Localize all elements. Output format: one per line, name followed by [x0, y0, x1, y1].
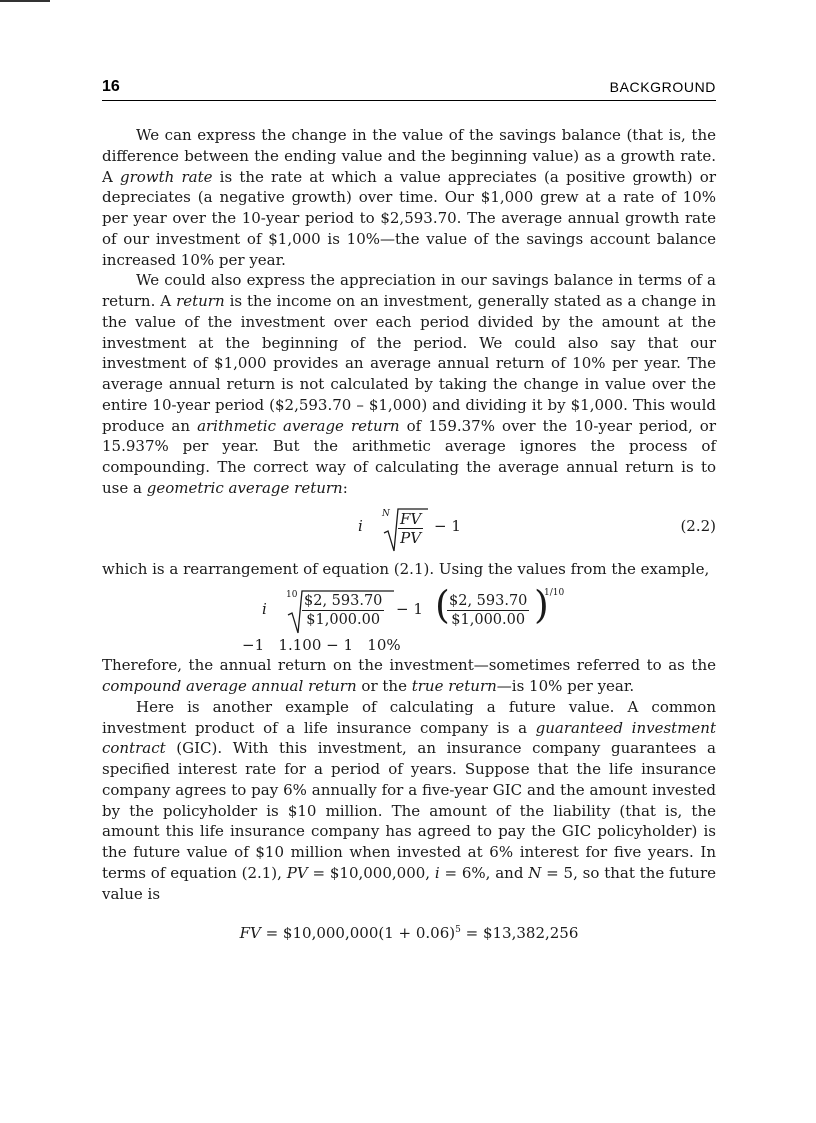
eq-lhs-i: i [358, 516, 363, 535]
example-fraction-2 [447, 592, 529, 629]
crop-mark [0, 0, 50, 2]
eq-root-index: N [382, 508, 390, 519]
term-return: return [176, 292, 225, 310]
paragraph-true-return: Therefore, the annual return on the investment—sometimes referred to as the compound average annual return or the true return—is 10% per year. [102, 656, 716, 695]
term-true-return: true return [411, 677, 497, 695]
eq-fraction [398, 510, 423, 547]
term-growth-rate: growth rate [120, 167, 213, 186]
term-arithmetic-average-return: arithmetic average return [197, 416, 400, 435]
eq-numerator: FV [400, 509, 422, 528]
example-denominator-2: $1,000.00 [451, 612, 526, 629]
equation-example [102, 579, 716, 655]
fv-exponent: 5 [455, 925, 461, 936]
equation-2-2 [102, 499, 716, 559]
paragraph-gic: Here is another example of calculating a future value. A common investment product of a life insurance company is a guaranteed investment contract (GIC). With this investment, an insurance company guarantees a specified interest rate for a period of years. Suppose that the life insurance company agrees to pay 6% annually for a five-year GIC and the amount invested by the policyholder is $10 million. The amount of the liability (that is, the amount this life insurance company has agreed to pay the GIC policyholder) is the future value of $10 million when invested at 6% interest for five years. In terms of equation (2.1), PV = $10,000,000, i = 6%, and N = 5, so that the future value is [102, 697, 716, 903]
fv-symbol: FV [239, 924, 261, 943]
term-compound-average-annual-return: compound average annual return [102, 677, 357, 695]
example-numerator-2: $2, 593.70 [449, 593, 528, 610]
term-geometric-average-return: geometric average return [146, 478, 343, 497]
eq-denominator: PV [400, 528, 422, 547]
page-number: 16 [102, 78, 120, 95]
left-paren: ( [435, 583, 450, 628]
example-minus-one: − 1 [396, 600, 423, 619]
paragraph-growth-rate: We can express the change in the value of the savings balance (that is, the difference between the ending value and the beginning value) as a growth rate. A growth rate is the rate at which a value appreciates (a positive growth) or depreciates (a negative growth) over time. Our $1,000 grew at a rate of 10% per year over the 10-year period to $2,593.70. The average annual growth rate of our investment of $1,000 is 10%—the value of the savings account balance increased 10% per year. [102, 126, 716, 269]
example-exponent: 1/10 [544, 588, 565, 599]
example-result-line: −1 1.100 − 1 10% [242, 636, 401, 655]
example-numerator: $2, 593.70 [304, 593, 383, 610]
example-fraction [302, 592, 384, 629]
example-denominator: $1,000.00 [306, 612, 381, 629]
right-paren: ) [534, 583, 549, 628]
body-text [102, 125, 716, 944]
term-guaranteed-investment-contract: guaranteed investment contract [102, 718, 716, 758]
paragraph-rearrangement: which is a rearrangement of equation (2.1). Using the values from the example, [102, 559, 710, 578]
paragraph-return: We could also express the appreciation in our savings balance in terms of a return. A return is the income on an investment, generally stated as a change in the value of the investment over each period divided by the amount at the investment at the beginning of the period. We could also say that our investment of $1,000 provides an average annual return of 10% per year. The average annual return is not calculated by taking the change in value over the entire 10-year period ($2,593.70 – $1,000) and dividing it by $1,000. This would produce an arithmetic average return of 159.37% over the 10-year period, or 15.937% per year. But the arithmetic average ignores the process of compounding. The correct way of calculating the average annual return is to use a geometric average return: [102, 271, 717, 497]
page-header [102, 78, 716, 101]
running-head: BACKGROUND [609, 79, 716, 95]
example-root-index: 10 [286, 590, 298, 601]
equation-future-value: FV = $10,000,000(1 + 0.06)$^5$ = $13,382,256 [239, 924, 579, 943]
example-lhs-i: i [262, 600, 267, 619]
eq-minus-one: − 1 [434, 516, 461, 535]
equation-number: (2.2) [680, 516, 716, 535]
